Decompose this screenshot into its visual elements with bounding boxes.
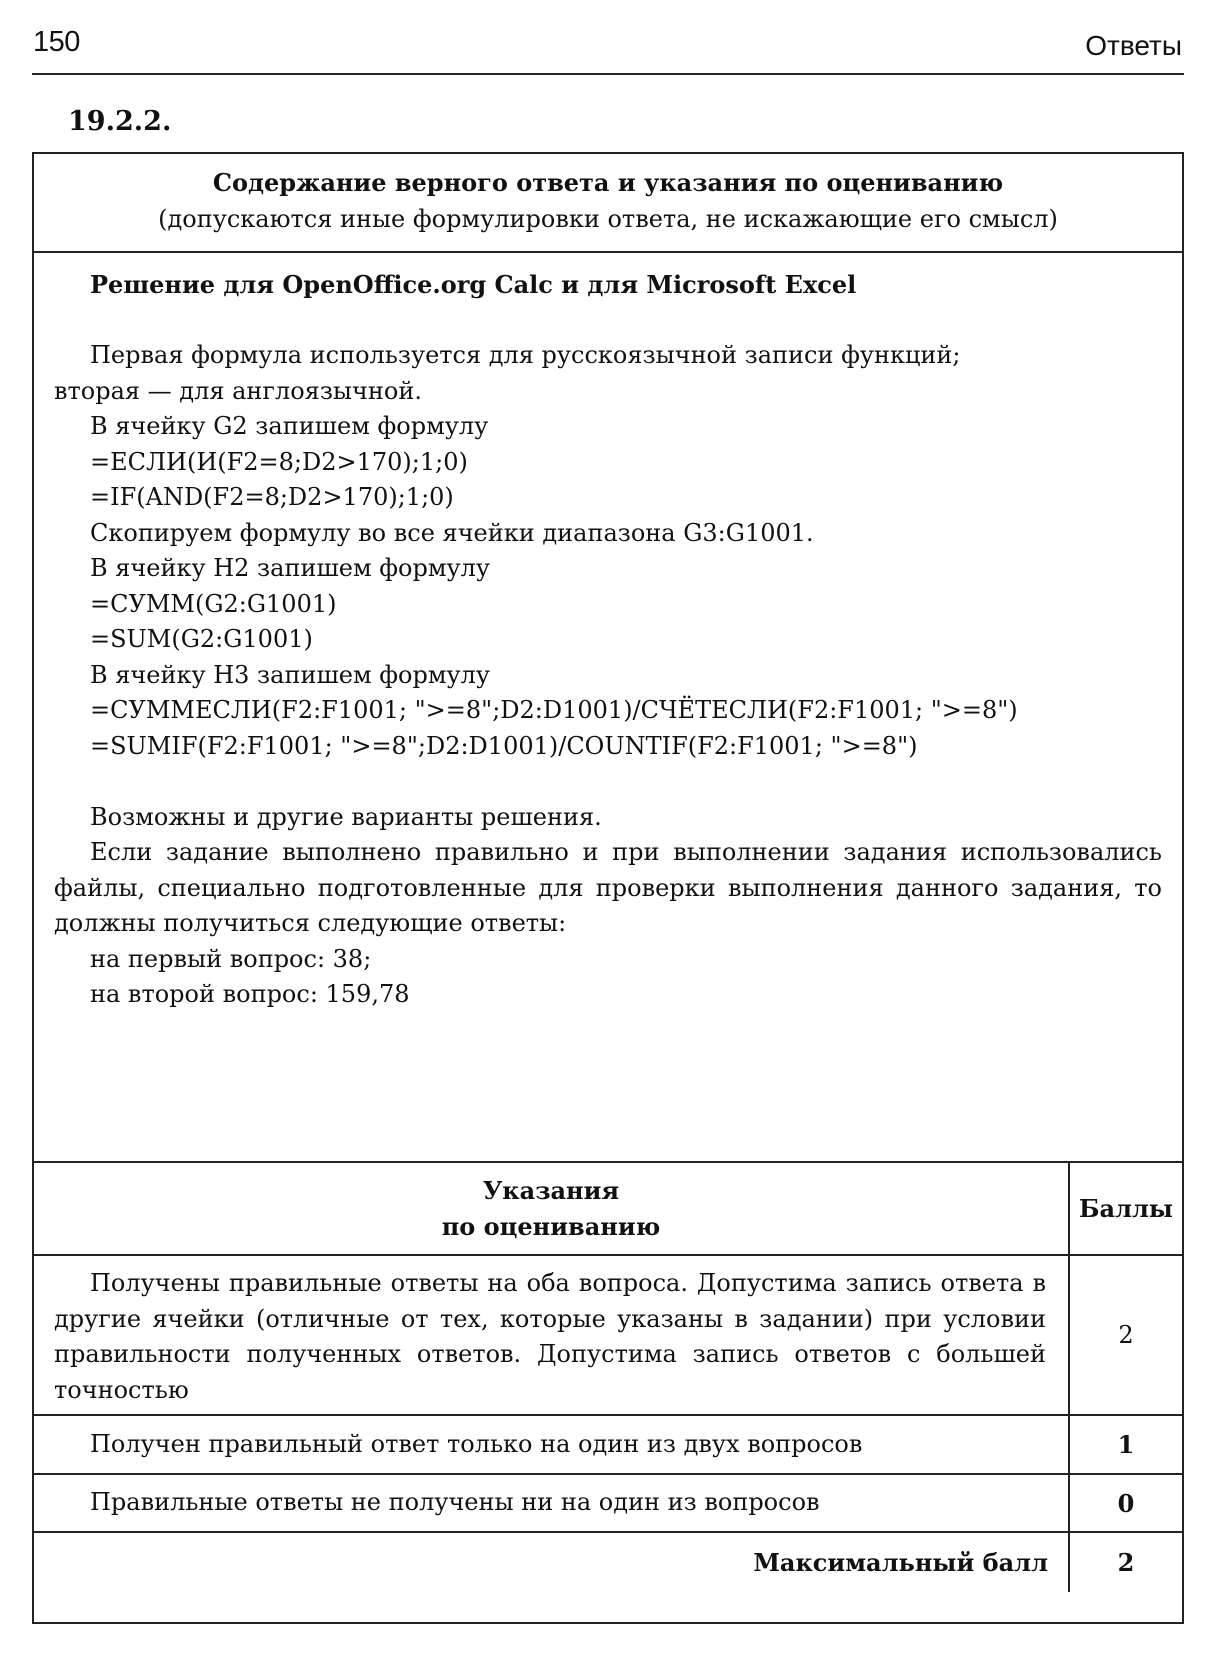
header-rule — [32, 73, 1184, 75]
answer-table-body — [34, 253, 1182, 1161]
formula-line: =СУММЕСЛИ(F2:F1001; ">=8";D2:D1001)/СЧЁТЕСЛИ(F2:F1001; ">=8") — [90, 696, 1018, 724]
criteria-header-text — [34, 1163, 1070, 1254]
answer-table — [32, 152, 1184, 1624]
criteria-row — [34, 1475, 1182, 1533]
answer-table-header — [34, 154, 1182, 253]
criteria-row — [34, 1256, 1182, 1416]
criteria-header-row — [34, 1163, 1182, 1256]
criteria-row — [34, 1416, 1182, 1475]
task-number: 19.2.2. — [68, 106, 172, 137]
criteria-header-score: Баллы — [1079, 1194, 1173, 1223]
solution-step: В ячейку G2 запишем формулу — [90, 412, 489, 440]
criteria-max-score: 2 — [1117, 1548, 1135, 1577]
criteria-row-text: Правильные ответы не получены ни на один из вопросов — [34, 1475, 1070, 1531]
spacer — [54, 303, 1162, 339]
solution-heading: Решение для OpenOffice.org Calc и для Microsoft Excel — [90, 270, 857, 299]
criteria-max-label: Максимальный балл — [34, 1533, 1070, 1592]
criteria-table — [34, 1161, 1182, 1577]
criteria-row-text: Получен правильный ответ только на один из двух вопросов — [34, 1416, 1070, 1473]
formula-line: =IF(AND(F2=8;D2>170);1;0) — [90, 483, 454, 511]
criteria-row-score: 0 — [1117, 1488, 1135, 1518]
formula-line: =ЕСЛИ(И(F2=8;D2>170);1;0) — [90, 447, 468, 476]
answer-table-subtitle: (допускаются иные формулировки ответа, не искажающие его смысл) — [158, 205, 1058, 233]
criteria-row-text: Получены правильные ответы на оба вопроса. Допустима запись ответа в другие ячейки (отличные от тех, которые указаны в задании) при условии правильности полученных ответов. Допустима запись ответов с большей точностью — [34, 1256, 1070, 1414]
formula-line: =SUMIF(F2:F1001; ">=8";D2:D1001)/COUNTIF(F2:F1001; ">=8") — [90, 731, 918, 760]
criteria-row-score: 1 — [1117, 1430, 1135, 1459]
other-solutions-note: Возможны и другие варианты решения. — [90, 802, 602, 831]
criteria-row-score: 2 — [1118, 1321, 1134, 1349]
formula-line: =СУММ(G2:G1001) — [90, 589, 337, 618]
criteria-header-line-2: по оцениванию — [441, 1211, 661, 1241]
criteria-max-row — [34, 1533, 1182, 1592]
running-head: Ответы — [1085, 30, 1182, 61]
condition-paragraph: Если задание выполнено правильно и при выполнении задания использовались файлы, специально подготовленные для проверки выполнения данного задания, то должны получиться следующие ответы: — [54, 838, 1162, 937]
spacer — [54, 764, 1162, 800]
page-number: 150 — [33, 26, 80, 58]
answer-1: на первый вопрос: 38; — [90, 944, 372, 973]
solution-step: Скопируем формулу во все ячейки диапазона G3:G1001. — [90, 518, 814, 547]
answer-table-title: Содержание верного ответа и указания по оцениванию — [212, 168, 1004, 197]
intro-line-2: вторая — для англоязычной. — [54, 376, 422, 405]
solution-step: В ячейку H2 запишем формулу — [90, 554, 491, 582]
answer-2: на второй вопрос: 159,78 — [90, 980, 410, 1008]
formula-line: =SUM(G2:G1001) — [90, 625, 313, 653]
solution-step: В ячейку H3 запишем формулу — [90, 660, 491, 689]
intro-line-1: Первая формула используется для русскоязычной записи функций; — [90, 341, 961, 369]
criteria-header-line-1: Указания — [482, 1175, 620, 1205]
